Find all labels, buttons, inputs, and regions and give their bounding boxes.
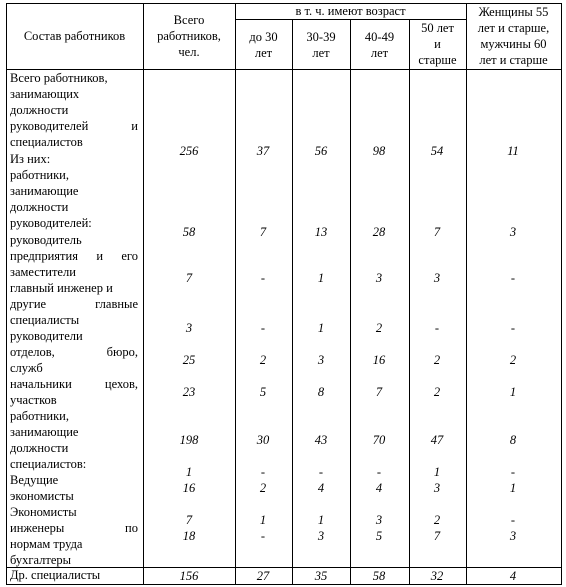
header-total-line: чел. xyxy=(178,45,200,59)
table-cell-value: 7 xyxy=(185,271,193,285)
border-right xyxy=(561,3,562,585)
header-total xyxy=(143,12,235,60)
row-label-line: занимающие xyxy=(10,425,79,439)
col-divider-3 xyxy=(292,19,293,585)
table-cell-value: 156 xyxy=(179,569,199,583)
table-cell-value: 58 xyxy=(182,225,196,239)
table-cell-value: 1 xyxy=(509,481,517,495)
table-cell-value: 1 xyxy=(317,321,325,335)
col-divider-1 xyxy=(143,3,144,585)
table-cell-value: 3 xyxy=(185,321,193,335)
table-cell-value: 25 xyxy=(182,353,196,367)
table-cell-value: 16 xyxy=(182,481,196,495)
table-cell-value: - xyxy=(260,321,266,335)
table-cell-value: - xyxy=(510,513,516,527)
table-cell-value: 32 xyxy=(430,569,444,583)
table-cell-value: 4 xyxy=(375,481,383,495)
header-line: лет xyxy=(312,46,330,60)
table-cell-value: 3 xyxy=(317,353,325,367)
table-cell-value: 3 xyxy=(433,271,441,285)
row-label-word: предприятия xyxy=(10,249,78,263)
row-label-line: специалисты xyxy=(10,313,80,327)
table-cell-value: 1 xyxy=(317,513,325,527)
table-cell-value: - xyxy=(376,465,382,479)
table-cell-value: 28 xyxy=(372,225,386,239)
row-label-line: Всего работников, xyxy=(10,71,108,85)
row-label-line: бухгалтеры xyxy=(10,553,72,567)
row-label-line: руководитель xyxy=(10,233,82,247)
table-cell-value: 54 xyxy=(430,144,444,158)
row-label-line: главный инженер и xyxy=(10,281,113,295)
row-label-line: руководителей: xyxy=(10,216,92,230)
row-label-line: специалистов: xyxy=(10,457,87,471)
header-under-30 xyxy=(235,29,292,61)
table-cell-value: 30 xyxy=(256,433,270,447)
table-cell-value: 56 xyxy=(314,144,328,158)
header-40-49 xyxy=(350,29,409,61)
header-50-plus xyxy=(409,20,466,68)
row-label-word: и xyxy=(96,249,104,263)
row-label-line: занимающих xyxy=(10,87,80,101)
row-label-line xyxy=(10,344,138,360)
row-label-line: занимающие xyxy=(10,184,79,198)
table-cell-value: 4 xyxy=(509,569,517,583)
table-cell-value: 4 xyxy=(317,481,325,495)
table-cell-value: - xyxy=(260,529,266,543)
col-divider-6 xyxy=(466,3,467,585)
row-label-word: руководителей xyxy=(10,119,89,133)
border-bottom xyxy=(6,584,561,585)
col-divider-2 xyxy=(235,3,236,585)
table-cell-value: 58 xyxy=(372,569,386,583)
header-line: лет xyxy=(370,46,389,60)
table-cell-value: 16 xyxy=(372,353,386,367)
table-cell-value: - xyxy=(434,321,440,335)
header-line: 30-39 xyxy=(306,30,336,44)
row-label-word: его xyxy=(121,249,138,263)
table-cell-value: 3 xyxy=(375,271,383,285)
table-cell-value: 256 xyxy=(179,144,199,158)
table-cell-value: 198 xyxy=(179,433,199,447)
table-cell-value: 35 xyxy=(314,569,328,583)
table-cell-value: 7 xyxy=(259,225,267,239)
row-label-line: участков xyxy=(10,393,57,407)
row-label-line: работники, xyxy=(10,168,69,182)
table-cell-value: - xyxy=(260,465,266,479)
table-cell-value: 8 xyxy=(509,433,517,447)
row-label-line: Др. специалисты xyxy=(10,568,101,582)
row-label-word: бюро, xyxy=(106,345,138,359)
row-label-line: Из них: xyxy=(10,152,51,166)
header-line: Женщины 55 xyxy=(478,5,549,19)
col-divider-5 xyxy=(409,19,410,585)
row-label-line: должности xyxy=(10,441,69,455)
table-cell-value: 47 xyxy=(430,433,444,447)
row-label-line: работники, xyxy=(10,409,69,423)
table-cell-value: 2 xyxy=(509,353,517,367)
row-label-line: нормам труда xyxy=(10,537,83,551)
row-label-word: отделов, xyxy=(10,345,55,359)
header-line: 40-49 xyxy=(364,30,395,44)
table-cell-value: 1 xyxy=(509,385,517,399)
table-cell-value: 2 xyxy=(259,353,267,367)
table-cell-value: 1 xyxy=(259,513,267,527)
header-pension-age xyxy=(466,4,561,68)
table-cell-value: 7 xyxy=(185,513,193,527)
header-line: лет xyxy=(254,46,273,60)
table-cell-value: - xyxy=(318,465,324,479)
table-cell-value: 3 xyxy=(509,225,517,239)
table-cell-value: 7 xyxy=(375,385,383,399)
table-cell-value: 11 xyxy=(507,144,519,158)
table-cell-value: 3 xyxy=(509,529,517,543)
row-label-word: и xyxy=(131,119,138,133)
header-30-39 xyxy=(292,29,350,61)
row-label-word: другие xyxy=(10,297,47,311)
col-divider-4 xyxy=(350,19,351,585)
table-cell-value: - xyxy=(510,465,516,479)
row-label-line: Ведущие xyxy=(10,473,59,487)
table-cell-value: 70 xyxy=(372,433,386,447)
row-label-word: по xyxy=(125,521,138,535)
border-left xyxy=(6,3,7,585)
table-cell-value: 2 xyxy=(259,481,267,495)
table-cell-value: 2 xyxy=(433,353,441,367)
header-line: лет и старше xyxy=(479,53,548,67)
row-label-word: главные xyxy=(95,297,138,311)
table-cell-value: 2 xyxy=(433,385,441,399)
row-label-line xyxy=(10,520,138,536)
row-label-line: руководители xyxy=(10,329,83,343)
header-line: до 30 xyxy=(249,30,278,44)
table-cell-value: 3 xyxy=(433,481,441,495)
table-cell-value: 43 xyxy=(314,433,328,447)
row-label-line xyxy=(10,248,138,264)
table-cell-value: 23 xyxy=(182,385,196,399)
table-cell-value: - xyxy=(510,321,516,335)
row-label-line: служб xyxy=(10,361,43,375)
table-cell-value: 8 xyxy=(317,385,325,399)
header-line: 50 лет xyxy=(421,21,454,35)
row-label-line: должности xyxy=(10,200,69,214)
table-cell-value: 37 xyxy=(256,144,270,158)
row-label-line: заместители xyxy=(10,265,76,279)
row-label-line: экономисты xyxy=(10,489,74,503)
header-line: лет и старше, xyxy=(477,21,550,35)
table-cell-value: 2 xyxy=(433,513,441,527)
table-cell-value: 5 xyxy=(259,385,267,399)
table-cell-value: 3 xyxy=(375,513,383,527)
table-cell-value: 13 xyxy=(314,225,328,239)
table-cell-value: 5 xyxy=(375,529,383,543)
header-age-group: в т. ч. имеют возраст xyxy=(295,4,406,18)
header-total-line: работников, xyxy=(157,29,221,43)
row-label-line xyxy=(10,376,138,392)
row-label-word: инженеры xyxy=(10,521,65,535)
row-label-line xyxy=(10,296,138,312)
row-label-line: должности xyxy=(10,103,69,117)
table-cell-value: 1 xyxy=(185,465,193,479)
table-cell-value: 1 xyxy=(317,271,325,285)
row-label-line: специалистов xyxy=(10,135,83,149)
header-line: мужчины 60 xyxy=(480,37,547,51)
table-cell-value: 7 xyxy=(433,529,441,543)
table-cell-value: 18 xyxy=(182,529,196,543)
row-label-word: начальники xyxy=(10,377,72,391)
row-label-line xyxy=(10,118,138,134)
table-cell-value: 1 xyxy=(433,465,441,479)
table-cell-value: 98 xyxy=(372,144,386,158)
header-line: и xyxy=(434,37,441,51)
table-cell-value: - xyxy=(260,271,266,285)
table-cell-value: 7 xyxy=(433,225,441,239)
table-cell-value: 3 xyxy=(317,529,325,543)
table-cell-value: 27 xyxy=(256,569,270,583)
table-cell-value: - xyxy=(510,271,516,285)
header-total-line: Всего xyxy=(173,13,205,27)
row-label-line: Экономисты xyxy=(10,505,77,519)
row-label-word: цехов, xyxy=(104,377,138,391)
header-composition: Состав работников xyxy=(23,29,126,43)
table-cell-value: 2 xyxy=(375,321,383,335)
header-line: старше xyxy=(418,53,457,67)
